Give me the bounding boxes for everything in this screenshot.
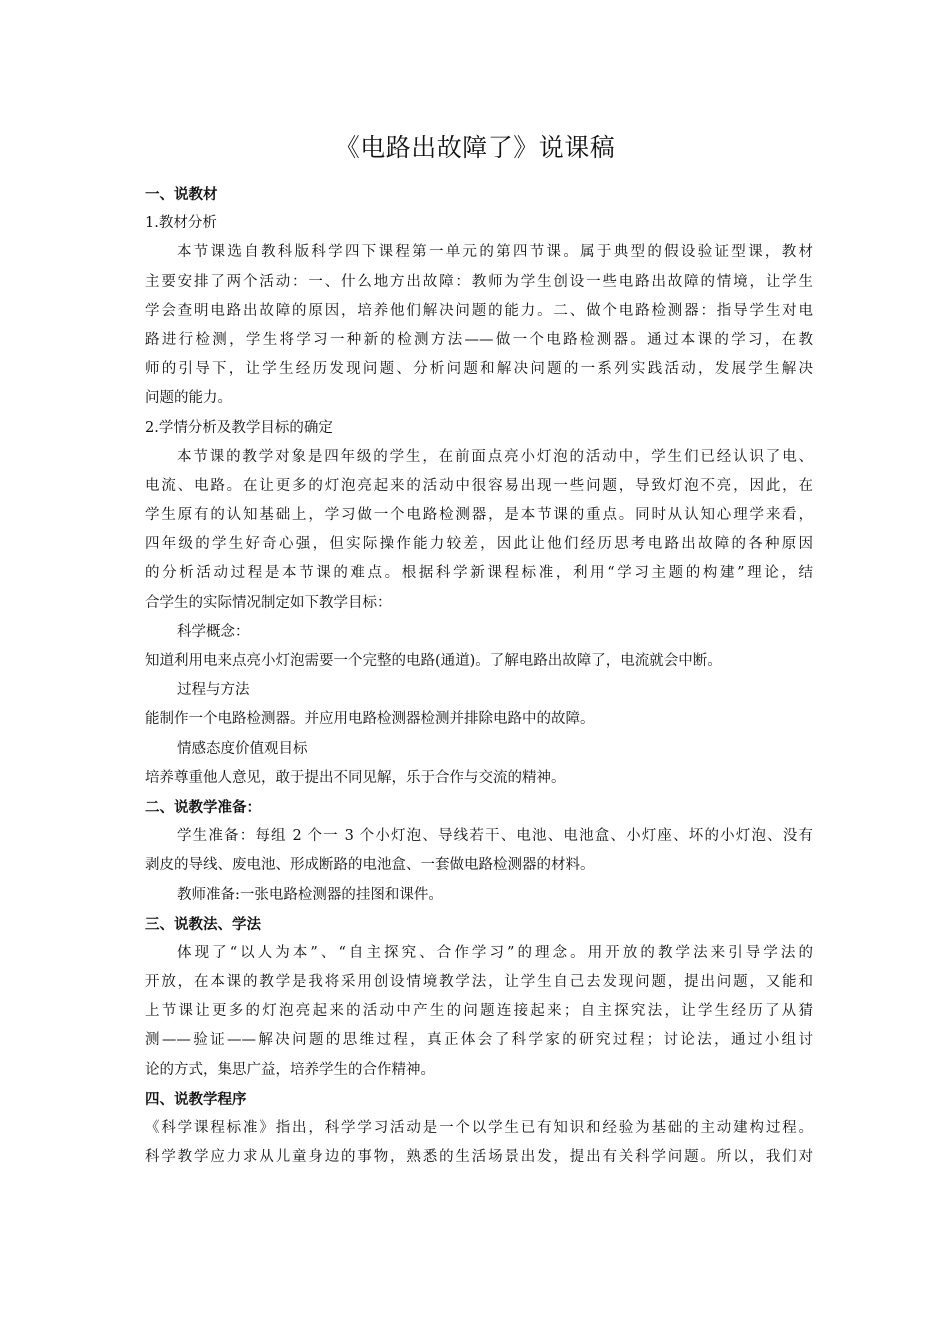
paragraph-line: 培养尊重他人意见，敢于提出不同见解，乐于合作与交流的精神。 — [145, 769, 566, 786]
paragraph-line: 开放，在本课的教学是我将采用创设情境教学法，让学生自己去发现问题，提出问题，又能和 — [145, 974, 813, 991]
paragraph-line: 《科学课程标准》指出，科学学习活动是一个以学生已有知识和经验为基础的主动建构过程。 — [145, 1120, 813, 1136]
paragraph-line: 2.学情分析及教学目标的确定 — [145, 419, 333, 436]
paragraph-line: 测——验证——解决问题的思维过程，真正体会了科学家的研究过程；讨论法，通过小组讨 — [145, 1032, 813, 1049]
paragraph-line: 问题的能力。 — [145, 390, 232, 407]
document-body — [145, 180, 813, 1172]
paragraph-line: 体现了“以人为本”、“自主探究、合作学习”的理念。用开放的教学法来引导学法的 — [177, 944, 813, 961]
paragraph-line: 师的引导下，让学生经历发现问题、分析问题和解决问题的一系列实践活动，发展学生解决 — [145, 361, 813, 378]
paragraph-line: 合学生的实际情况制定如下教学目标： — [145, 594, 392, 611]
paragraph-line: 本节课选自教科版科学四下课程第一单元的第四节课。属于典型的假设验证型课，教材 — [177, 244, 813, 261]
paragraph-line: 本节课的教学对象是四年级的学生，在前面点亮小灯泡的活动中，学生们已经认识了电、 — [177, 448, 813, 465]
paragraph-line: 过程与方法 — [177, 682, 250, 699]
paragraph-line: 主要安排了两个活动：一、什么地方出故障：教师为学生创设一些电路出故障的情境，让学生 — [145, 273, 813, 290]
paragraph-line: 剥皮的导线、废电池、形成断路的电池盒、一套做电路检测器的材料。 — [145, 857, 595, 874]
section-heading: 二、说教学准备： — [145, 798, 261, 816]
paragraph-line: 论的方式，集思广益，培养学生的合作精神。 — [145, 1061, 435, 1078]
section-heading: 三、说教法、学法 — [145, 915, 261, 933]
paragraph-line: 学会查明电路出故障的原因，培养他们解决问题的能力。二、做个电路检测器：指导学生对电 — [145, 302, 813, 319]
paragraph-line: 教师准备:一张电路检测器的挂图和课件。 — [177, 886, 443, 903]
paragraph-line: 科学教学应力求从儿童身边的事物，熟悉的生活场景出发，提出有关科学问题。所以，我们对 — [145, 1149, 813, 1166]
section-heading: 四、说教学程序 — [145, 1090, 247, 1108]
paragraph-line: 能制作一个电路检测器。并应用电路检测器检测并排除电路中的故障。 — [145, 711, 595, 728]
paragraph-line: 电流、电路。在让更多的灯泡亮起来的活动中很容易出现一些问题，导致灯泡不亮，因此，在 — [145, 477, 813, 494]
paragraph-line: 科学概念： — [177, 623, 250, 640]
document-title: 《电路出故障了》说课稿 — [334, 133, 616, 162]
paragraph-line: 知道利用电来点亮小灯泡需要一个完整的电路(通道)。了解电路出故障了，电流就会中断。 — [145, 653, 722, 669]
paragraph-line: 上节课让更多的灯泡亮起来的活动中产生的问题连接起来；自主探究法，让学生经历了从猜 — [145, 1003, 813, 1020]
paragraph-line: 学生原有的认知基础上，学习做一个电路检测器，是本节课的重点。同时从认知心理学来看， — [145, 507, 813, 524]
paragraph-line: 四年级的学生好奇心强，但实际操作能力较差，因此让他们经历思考电路出故障的各种原因 — [145, 536, 813, 553]
paragraph-line: 学生准备：每组 2 个一 3 个小灯泡、导线若干、电池、电池盒、小灯座、坏的小灯泡、没有 — [177, 828, 813, 845]
paragraph-line: 1.教材分析 — [145, 215, 217, 232]
paragraph-line: 的分析活动过程是本节课的难点。根据科学新课程标准，利用“学习主题的构建”理论，结 — [145, 565, 813, 582]
section-heading: 一、说教材 — [145, 186, 218, 203]
paragraph-line: 情感态度价值观目标 — [177, 740, 308, 757]
paragraph-line: 路进行检测，学生将学习一种新的检测方法——做一个电路检测器。通过本课的学习，在教 — [145, 331, 813, 348]
